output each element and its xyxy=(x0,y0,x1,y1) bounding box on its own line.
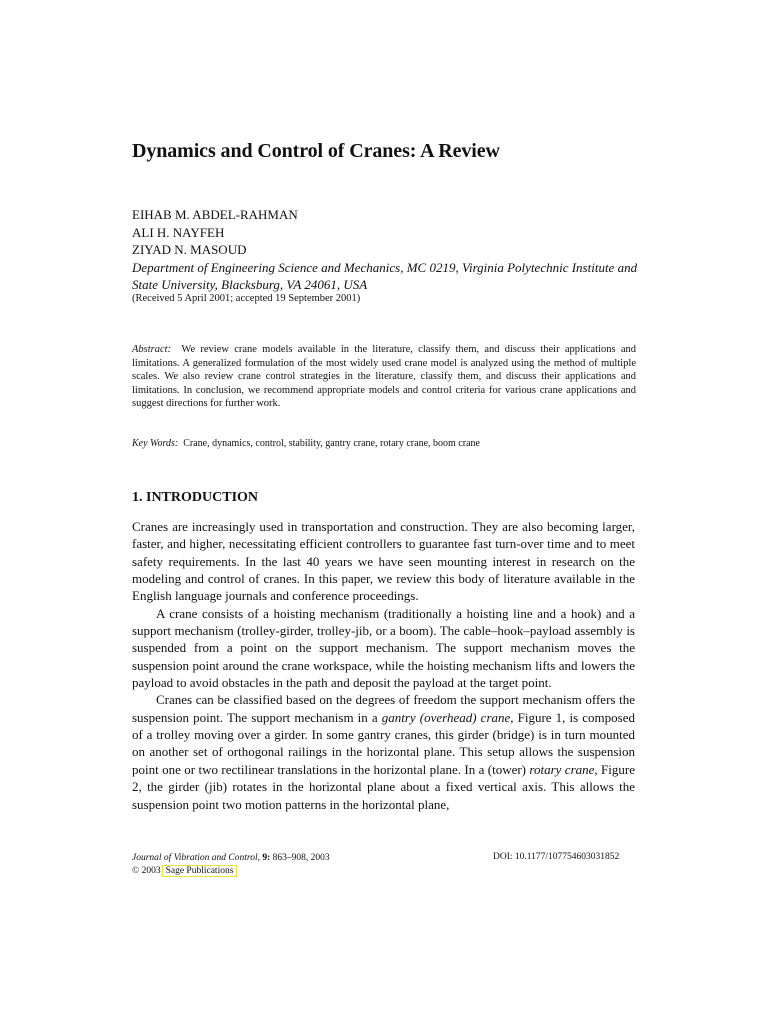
journal-pages: 863–908, 2003 xyxy=(272,853,330,863)
abstract xyxy=(132,343,636,411)
copyright-year: 2003 xyxy=(141,865,161,876)
paragraph: Cranes are increasingly used in transportation and construction. They are also becoming larger, faster, and higher, necessitating efficient controllers to guarantee fast turn-over time and to meet safety requirements. In the last 40 years we have seen mounting interest in research on the modeling and control of cranes. In this paper, we review this body of literature available in the English language journals and conference proceedings. xyxy=(132,519,635,604)
keywords-text: Crane, dynamics, control, stability, gantry crane, rotary crane, boom crane xyxy=(183,438,480,449)
journal-volume: 9: xyxy=(262,853,271,863)
author-name: EIHAB M. ABDEL-RAHMAN xyxy=(132,207,298,222)
journal-name: Journal of Vibration and Control, xyxy=(132,853,260,863)
paragraph: A crane consists of a hoisting mechanism (traditionally a hoisting line and a hook) and a support mechanism (trolley-girder, trolley-jib, or a boom). The cable–hook–payload assembly is suspended from a point on the support mechanism. The support mechanism moves the suspension point around the crane workspace, while the hoisting mechanism lifts and lowers the payload to avoid obstacles in the path and deposit the payload at the target point. xyxy=(132,605,635,691)
copyright-symbol: © xyxy=(132,865,140,876)
paragraph-text: , Figure 1, is composed of a trolley moving over a girder. In some gantry cranes, this girder (bridge) is in turn mounted on another set of orthogonal railings in the horizontal plane. This setup allows the suspension point one or two rectilinear translations in the horizontal plane. In a (tower) xyxy=(132,709,635,777)
doi-reference: DOI: 10.1177/107754603031852 xyxy=(493,852,620,862)
abstract-label: Abstract: xyxy=(132,344,172,355)
abstract-text: We review crane models available in the literature, classify them, and discuss their applications and limitations. A generalized formulation of the most widely used crane model is analyzed using the method of multiple scales. We also review crane control strategies in the literature, classify them, and discuss their applications and limitations. In conclusion, we recommend appropriate models and control criteria for various crane applications and suggest directions for further work. xyxy=(132,344,636,409)
paragraph xyxy=(132,691,635,812)
keywords-label: Key Words: xyxy=(132,438,179,449)
section-heading: 1. INTRODUCTION xyxy=(132,490,259,505)
introduction-body xyxy=(132,518,635,813)
paper-title: Dynamics and Control of Cranes: A Review xyxy=(132,140,500,162)
author-block xyxy=(132,206,642,294)
paragraph-text: Cranes can be classified based on the degrees of freedom the support mechanism offers the suspension point. The support mechanism in a xyxy=(132,692,635,725)
footer-citation xyxy=(132,852,330,877)
author-name: ALI H. NAYFEH xyxy=(132,224,225,240)
author-affiliation: Department of Engineering Science and Mechanics, MC 0219, Virginia Polytechnic Institute and State University, Blacksburg, VA 24061, USA xyxy=(132,259,638,292)
author-name: ZIYAD N. MASOUD xyxy=(132,242,247,257)
publisher-link[interactable]: Sage Publications xyxy=(162,865,238,877)
received-dates: (Received 5 April 2001; accepted 19 September 2001) xyxy=(132,293,361,304)
paragraph-text: , Figure 2, the girder (jib) rotates in the horizontal plane about a fixed vertical axis. This allows the suspension point two motion patterns in the horizontal plane, xyxy=(132,761,635,812)
copyright-line xyxy=(132,865,330,878)
emphasis-term: rotary crane xyxy=(529,761,595,777)
emphasis-term: gantry (overhead) crane xyxy=(381,709,511,725)
keywords xyxy=(132,438,480,449)
journal-citation xyxy=(132,852,330,865)
